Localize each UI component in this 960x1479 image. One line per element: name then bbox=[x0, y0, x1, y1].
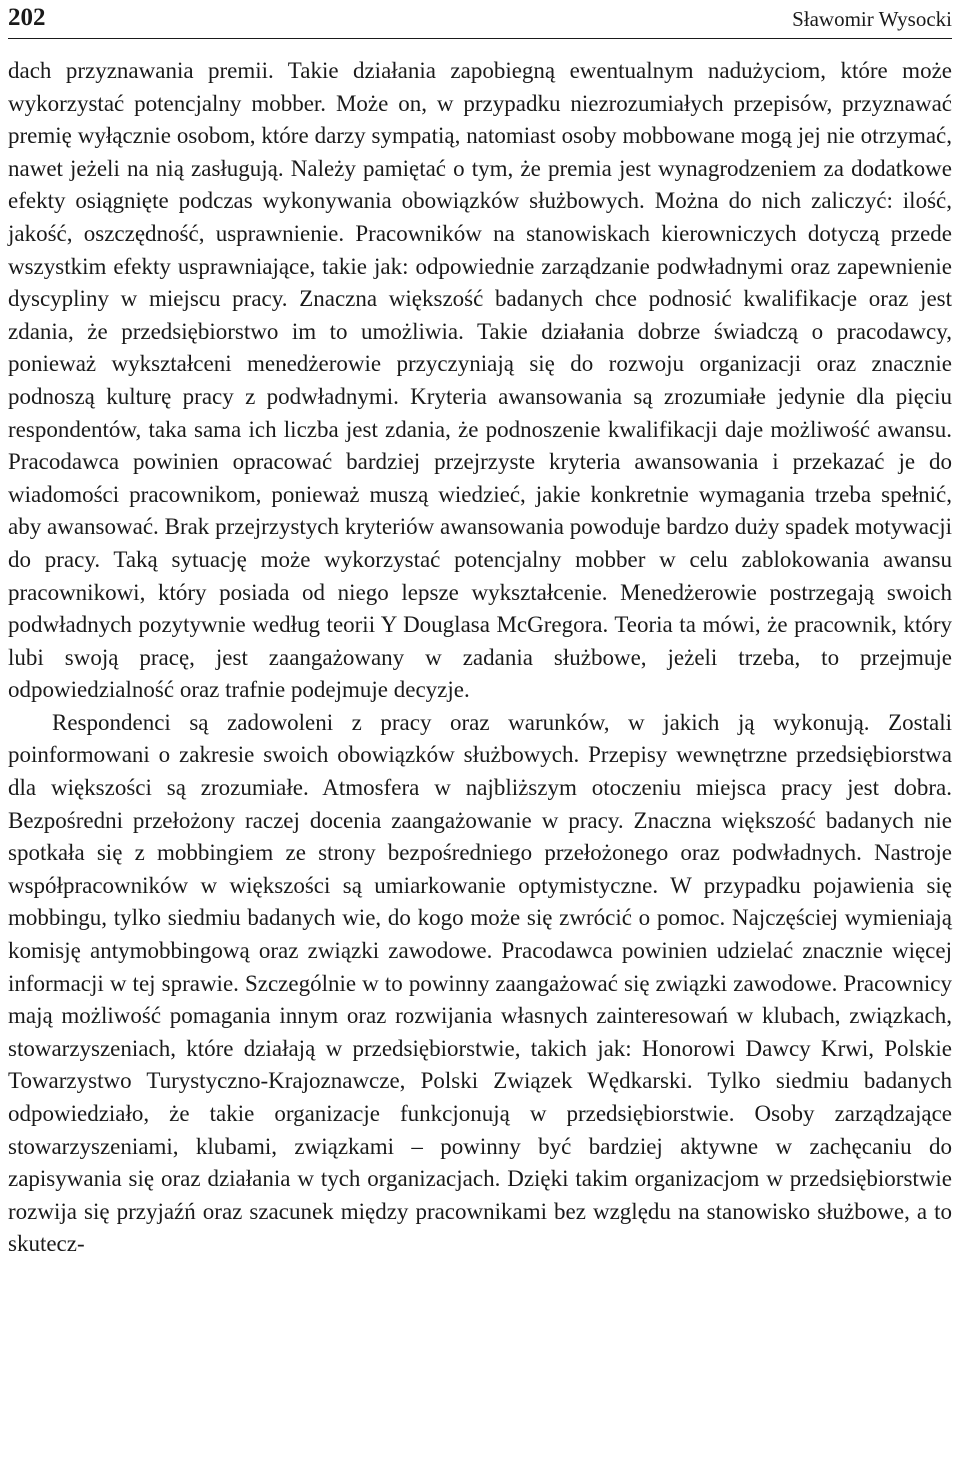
page-number: 202 bbox=[8, 4, 46, 31]
document-page bbox=[8, 0, 952, 1479]
body-text bbox=[8, 55, 952, 1261]
paragraph-2: Respondenci są zadowoleni z pracy oraz warunków, w jakich ją wykonują. Zostali poinformowani o zakresie swoich obowiązków służbowych. Przepisy wewnętrzne przedsiębiorstwa dla większości są zrozumiałe. Atmosfera w najbliższym otoczeniu miejsca pracy jest dobra. Bezpośredni przełożony raczej docenia zaangażowanie w pracy. Znaczna większość badanych nie spotkała się z mobbingiem ze strony bezpośredniego przełożonego oraz podwładnych. Nastroje współpracowników w większości są umiarkowanie optymistyczne. W przypadku pojawienia się mobbingu, tylko siedmiu badanych wie, do kogo może się zwrócić o pomoc. Najczęściej wymieniają komisję antymobbingową oraz związki zawodowe. Pracodawca powinien udzielać znacznie więcej informacji w tej sprawie. Szczególnie w to powinny zaangażować się związki zawodowe. Pracownicy mają możliwość pomagania innym oraz rozwijania własnych zainteresowań w klubach, związkach, stowarzyszeniach, które działają w przedsiębiorstwie, takich jak: Honorowi Dawcy Krwi, Polskie Towarzystwo Turystyczno-Krajoznawcze, Polski Związek Wędkarski. Tylko siedmiu badanych odpowiedziało, że takie organizacje funkcjonują w przedsiębiorstwie. Osoby zarządzające stowarzyszeniami, klubami, związkami – powinny być bardziej aktywne w zachęcaniu do zapisywania się oraz działania w tych organizacjach. Dzięki takim organizacjom w przedsiębiorstwie rozwija się przyjaźń oraz szacunek między pracownikami bez względu na stanowisko służbowe, a to skutecz- bbox=[8, 709, 952, 1257]
paragraph-1: dach przyznawania premii. Takie działania zapobiegną ewentualnym nadużyciom, które może wykorzystać potencjalny mobber. Może on, w przypadku niezrozumiałych przepisów, przyznawać premię wyłącznie osobom, które darzy sympatią, natomiast osoby mobbowane mogą jej nie otrzymać, nawet jeżeli na nią zasługują. Należy pamiętać o tym, że premia jest wynagrodzeniem za dodatkowe efekty osiągnięte podczas wykonywania obowiązków służbowych. Można do nich zaliczyć: ilość, jakość, oszczędność, usprawnienie. Pracowników na stanowiskach kierowniczych dotyczą przede wszystkim efekty usprawniające, takie jak: odpowiednie zarządzanie podwładnymi oraz zapewnienie dyscypliny w miejscu pracy. Znaczna większość badanych chce podnosić kwalifikacje oraz jest zdania, że przedsiębiorstwo im to umożliwia. Takie działania dobrze świadczą o pracodawcy, ponieważ wykształceni menedżerowie przyczyniają się do rozwoju organizacji oraz znacznie podnoszą kulturę pracy z podwładnymi. Kryteria awansowania są zrozumiałe jedynie dla pięciu respondentów, taka sama ich liczba jest zdania, że podnoszenie kwalifikacji daje możliwość awansu. Pracodawca powinien opracować bardziej przejrzyste kryteria awansowania i przekazać je do wiadomości pracownikom, ponieważ muszą wiedzieć, jakie konkretnie wymagania trzeba spełnić, aby awansować. Brak przejrzystych kryteriów awansowania powoduje bardzo duży spadek motywacji do pracy. Taką sytuację może wykorzystać potencjalny mobber w celu zablokowania awansu pracownikowi, który posiada od niego lepsze wykształcenie. Menedżerowie postrzegają swoich podwładnych pozytywnie według teorii Y Douglasa McGregora. Teoria ta mówi, że pracownik, który lubi swoją pracę, jest zaangażowany w zadania służbowe, jeżeli trzeba, to przejmuje odpowiedzialność oraz trafnie podejmuje decyzje. bbox=[8, 58, 952, 703]
page-header bbox=[8, 0, 952, 39]
running-head-author: Sławomir Wysocki bbox=[792, 7, 952, 31]
